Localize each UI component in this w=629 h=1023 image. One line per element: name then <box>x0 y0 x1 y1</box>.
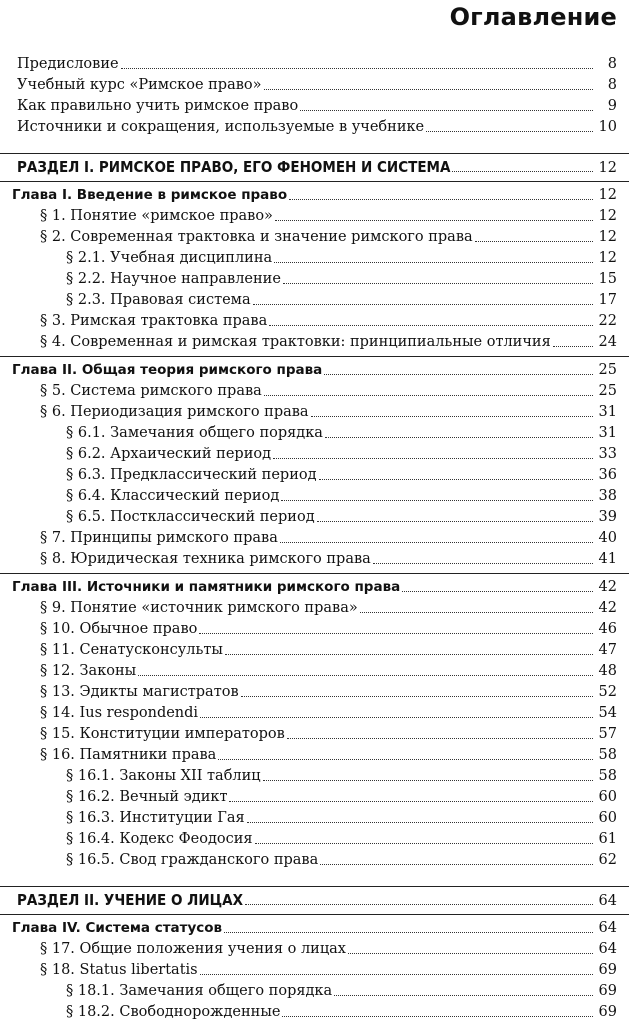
toc-entry-page: 47 <box>598 642 617 658</box>
toc-entry-page: 31 <box>598 425 617 441</box>
toc-entry-page: 25 <box>598 362 617 378</box>
dot-leader <box>373 549 593 564</box>
dot-leader <box>121 54 593 69</box>
toc-entry-page: 25 <box>598 383 617 399</box>
toc-entry-page: 36 <box>598 467 617 483</box>
dot-leader <box>274 248 593 263</box>
toc-entry[interactable] <box>0 507 629 528</box>
dot-leader <box>325 423 593 438</box>
toc-entry-page: 17 <box>598 292 617 308</box>
toc-entry[interactable] <box>0 829 629 850</box>
toc-entry-label: § 1. Понятие «римское право» <box>40 208 273 224</box>
section-title: РАЗДЕЛ II. УЧЕНИЕ О ЛИЦАХ <box>17 891 243 909</box>
dot-leader <box>319 465 593 480</box>
chapter-title: Глава I. Введение в римское право <box>12 187 288 203</box>
toc-entry-label: § 5. Система римского права <box>40 383 262 399</box>
toc-entry-page: 58 <box>598 768 617 784</box>
divider <box>0 181 629 182</box>
toc-chapter-4[interactable] <box>0 918 629 939</box>
dot-leader <box>269 311 593 326</box>
toc-entry-label: § 2.2. Научное направление <box>66 271 281 287</box>
toc-entry-front[interactable] <box>0 96 629 117</box>
toc-entry-label: § 6.5. Постклассический период <box>66 509 315 525</box>
toc-entry-label: § 16.3. Институции Гая <box>66 810 245 826</box>
dot-leader <box>224 918 593 933</box>
chapter-title: Глава III. Источники и памятники римского права <box>12 579 401 595</box>
toc-entry-page: 57 <box>598 726 617 742</box>
dot-leader <box>245 890 593 905</box>
toc-entry-page: 9 <box>607 98 617 114</box>
toc-entry-page: 12 <box>598 187 617 203</box>
toc-entry[interactable] <box>0 808 629 829</box>
dot-leader <box>200 960 593 975</box>
toc-entry[interactable] <box>0 402 629 423</box>
toc-entry[interactable] <box>0 311 629 332</box>
toc-entry-page: 46 <box>598 621 617 637</box>
toc-entry-page: 42 <box>598 579 617 595</box>
toc-entry-label: § 15. Конституции императоров <box>40 726 285 742</box>
dot-leader <box>320 850 593 865</box>
table-of-contents <box>0 54 629 1023</box>
toc-entry[interactable] <box>0 1002 629 1023</box>
toc-entry-page: 12 <box>598 250 617 266</box>
dot-leader <box>300 96 593 111</box>
dot-leader <box>225 640 593 655</box>
toc-entry-label: § 16. Памятники права <box>40 747 217 763</box>
dot-leader <box>218 745 593 760</box>
toc-entry-label: § 6.3. Предклассический период <box>66 467 317 483</box>
toc-entry-page: 64 <box>598 941 617 957</box>
toc-entry-page: 12 <box>598 229 617 245</box>
toc-entry[interactable] <box>0 661 629 682</box>
toc-entry-page: 48 <box>598 663 617 679</box>
toc-entry-page: 12 <box>598 208 617 224</box>
toc-entry[interactable] <box>0 939 629 960</box>
dot-leader <box>283 269 593 284</box>
toc-entry[interactable] <box>0 960 629 981</box>
toc-entry[interactable] <box>0 444 629 465</box>
toc-entry-page: 15 <box>598 271 617 287</box>
dot-leader <box>200 703 593 718</box>
toc-entry[interactable] <box>0 332 629 353</box>
toc-entry-page: 54 <box>598 705 617 721</box>
toc-entry-page: 42 <box>598 600 617 616</box>
toc-entry-label: § 6. Периодизация римского права <box>40 404 309 420</box>
toc-entry-label: Предисловие <box>17 56 119 72</box>
toc-entry-label: § 6.2. Архаический период <box>66 446 272 462</box>
chapter-2-items <box>0 381 629 570</box>
toc-entry[interactable] <box>0 549 629 570</box>
page-title: Оглавление <box>449 3 617 31</box>
dot-leader <box>475 227 593 242</box>
toc-entry-page: 8 <box>607 56 617 72</box>
toc-entry-label: Источники и сокращения, используемые в учебнике <box>17 119 425 135</box>
dot-leader <box>199 619 593 634</box>
toc-chapter-2[interactable] <box>0 360 629 381</box>
divider <box>0 573 629 574</box>
toc-entry-page: 64 <box>598 920 617 936</box>
dot-leader <box>138 661 593 676</box>
toc-entry-page: 39 <box>598 509 617 525</box>
toc-entry-label: § 11. Сенатусконсульты <box>40 642 223 658</box>
dot-leader <box>264 75 594 90</box>
dot-leader <box>264 381 593 396</box>
toc-entry-label: § 17. Общие положения учения о лицах <box>40 941 346 957</box>
toc-entry-page: 22 <box>598 313 617 329</box>
toc-entry[interactable] <box>0 703 629 724</box>
dot-leader <box>229 787 593 802</box>
toc-entry[interactable] <box>0 486 629 507</box>
toc-entry-front[interactable] <box>0 54 629 75</box>
toc-entry-page: 12 <box>598 160 617 176</box>
dot-leader <box>311 402 593 417</box>
toc-entry-page: 58 <box>598 747 617 763</box>
toc-entry-label: § 2. Современная трактовка и значение римского права <box>40 229 473 245</box>
toc-entry-label: § 13. Эдикты магистратов <box>40 684 239 700</box>
dot-leader <box>273 444 593 459</box>
toc-entry[interactable] <box>0 981 629 1002</box>
toc-entry[interactable] <box>0 528 629 549</box>
toc-entry-label: § 16.1. Законы XII таблиц <box>66 768 261 784</box>
toc-entry[interactable] <box>0 381 629 402</box>
toc-entry-label: § 6.4. Классический период <box>66 488 280 504</box>
toc-entry-label: § 16.2. Вечный эдикт <box>66 789 228 805</box>
dot-leader <box>334 981 593 996</box>
toc-entry[interactable] <box>0 290 629 311</box>
dot-leader <box>281 486 593 501</box>
toc-entry-label: § 18.2. Свободнорожденные <box>66 1004 281 1020</box>
toc-entry-label: § 2.1. Учебная дисциплина <box>66 250 273 266</box>
chapter-4-items <box>0 939 629 1023</box>
toc-entry-page: 33 <box>598 446 617 462</box>
dot-leader <box>426 117 593 132</box>
dot-leader <box>553 332 593 347</box>
toc-entry-page: 41 <box>598 551 617 567</box>
toc-chapter-3[interactable] <box>0 577 629 598</box>
divider <box>0 914 629 915</box>
divider <box>0 356 629 357</box>
toc-entry-page: 60 <box>598 810 617 826</box>
toc-entry-page: 62 <box>598 852 617 868</box>
toc-entry[interactable] <box>0 206 629 227</box>
dot-leader <box>255 829 593 844</box>
toc-entry-label: § 16.5. Свод гражданского права <box>66 852 319 868</box>
toc-entry-label: Как правильно учить римское право <box>17 98 299 114</box>
dot-leader <box>317 507 593 522</box>
spacer <box>0 871 629 883</box>
toc-entry[interactable] <box>0 745 629 766</box>
toc-entry[interactable] <box>0 682 629 703</box>
dot-leader <box>282 1002 593 1017</box>
toc-entry[interactable] <box>0 766 629 787</box>
dot-leader <box>263 766 593 781</box>
toc-entry[interactable] <box>0 724 629 745</box>
toc-entry-label: Учебный курс «Римское право» <box>17 77 262 93</box>
dot-leader <box>289 185 593 200</box>
chapter-title: Глава IV. Система статусов <box>12 920 223 936</box>
dot-leader <box>402 577 593 592</box>
toc-entry-front[interactable] <box>0 117 629 138</box>
spacer <box>0 138 629 150</box>
toc-entry-label: § 8. Юридическая техника римского права <box>40 551 371 567</box>
toc-entry-label: § 7. Принципы римского права <box>40 530 278 546</box>
toc-entry-page: 24 <box>598 334 617 350</box>
toc-entry[interactable] <box>0 640 629 661</box>
toc-entry-label: § 9. Понятие «источник римского права» <box>40 600 358 616</box>
toc-entry-page: 10 <box>598 119 617 135</box>
toc-entry[interactable] <box>0 598 629 619</box>
dot-leader <box>287 724 593 739</box>
toc-entry[interactable] <box>0 619 629 640</box>
toc-entry[interactable] <box>0 248 629 269</box>
divider <box>0 886 629 887</box>
section-title: РАЗДЕЛ I. РИМСКОЕ ПРАВО, ЕГО ФЕНОМЕН И СИСТЕМА <box>17 158 451 176</box>
toc-entry-page: 69 <box>598 1004 617 1020</box>
toc-entry-label: § 18.1. Замечания общего порядка <box>66 983 333 999</box>
dot-leader <box>324 360 593 375</box>
chapter-title: Глава II. Общая теория римского права <box>12 362 323 378</box>
dot-leader <box>247 808 593 823</box>
chapter-3-items <box>0 598 629 871</box>
toc-entry-page: 64 <box>598 893 617 909</box>
toc-entry-page: 69 <box>598 962 617 978</box>
toc-entry-page: 61 <box>598 831 617 847</box>
toc-entry-page: 40 <box>598 530 617 546</box>
toc-entry-page: 38 <box>598 488 617 504</box>
toc-entry[interactable] <box>0 850 629 871</box>
toc-section-1[interactable] <box>0 157 629 178</box>
dot-leader <box>275 206 593 221</box>
dot-leader <box>241 682 593 697</box>
dot-leader <box>348 939 593 954</box>
toc-entry-page: 69 <box>598 983 617 999</box>
dot-leader <box>280 528 593 543</box>
toc-entry[interactable] <box>0 787 629 808</box>
toc-entry-label: § 12. Законы <box>40 663 137 679</box>
toc-entry-label: § 4. Современная и римская трактовки: принципиальные отличия <box>40 334 551 350</box>
toc-entry-label: § 6.1. Замечания общего порядка <box>66 425 323 441</box>
toc-entry[interactable] <box>0 423 629 444</box>
toc-section-2[interactable] <box>0 890 629 911</box>
divider <box>0 153 629 154</box>
toc-entry-label: § 16.4. Кодекс Феодосия <box>66 831 253 847</box>
toc-entry-page: 31 <box>598 404 617 420</box>
toc-entry-front[interactable] <box>0 75 629 96</box>
toc-entry-label: § 14. Ius respondendi <box>40 705 199 721</box>
toc-entry[interactable] <box>0 465 629 486</box>
toc-entry-label: § 3. Римская трактовка права <box>40 313 268 329</box>
dot-leader <box>360 598 593 613</box>
toc-entry-page: 52 <box>598 684 617 700</box>
toc-entry-page: 60 <box>598 789 617 805</box>
toc-entry[interactable] <box>0 269 629 290</box>
toc-entry-label: § 18. Status libertatis <box>40 962 198 978</box>
toc-entry-label: § 10. Обычное право <box>40 621 198 637</box>
toc-chapter-1[interactable] <box>0 185 629 206</box>
dot-leader <box>452 157 593 172</box>
toc-entry-page: 8 <box>607 77 617 93</box>
toc-entry-label: § 2.3. Правовая система <box>66 292 251 308</box>
chapter-1-items <box>0 206 629 353</box>
dot-leader <box>253 290 593 305</box>
toc-entry[interactable] <box>0 227 629 248</box>
